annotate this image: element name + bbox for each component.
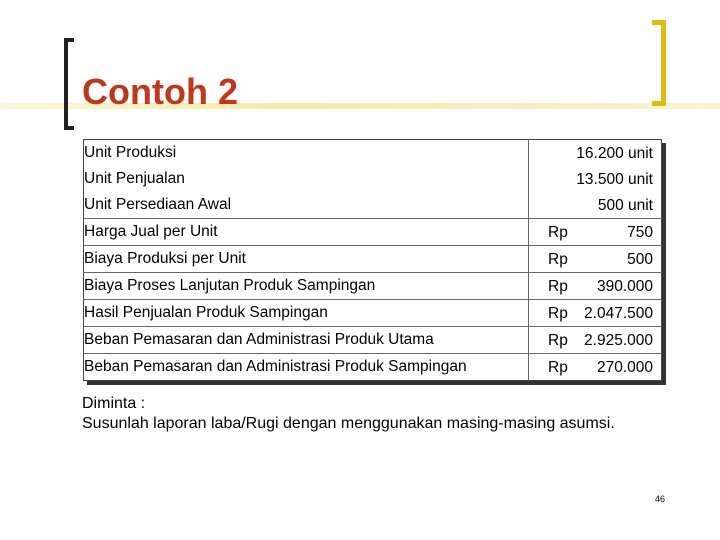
left-bracket-decoration bbox=[64, 38, 74, 130]
row-label: Unit Persediaan Awal bbox=[84, 192, 529, 219]
row-value: 500 bbox=[627, 251, 653, 268]
row-value-cell bbox=[529, 140, 662, 167]
note-body: Susunlah laporan laba/Rugi dengan menggunakan masing-masing asumsi. bbox=[82, 415, 615, 432]
row-value-cell bbox=[529, 192, 662, 219]
row-label: Hasil Penjualan Produk Sampingan bbox=[84, 300, 529, 327]
table-row bbox=[84, 300, 662, 327]
row-value-cell bbox=[529, 354, 662, 381]
row-value: 2.047.500 bbox=[584, 305, 653, 322]
table-row bbox=[84, 219, 662, 246]
row-value: 13.500 unit bbox=[576, 171, 653, 188]
table-row bbox=[84, 166, 662, 192]
row-value: 390.000 bbox=[596, 278, 653, 295]
row-currency: Rp bbox=[548, 224, 568, 241]
note-heading: Diminta : bbox=[82, 395, 146, 412]
row-currency: Rp bbox=[548, 305, 568, 322]
table-row bbox=[84, 246, 662, 273]
row-value-cell bbox=[529, 273, 662, 300]
right-bracket-decoration bbox=[652, 20, 666, 106]
row-value: 750 bbox=[627, 224, 653, 241]
row-label: Biaya Produksi per Unit bbox=[84, 246, 529, 273]
row-value-cell bbox=[529, 219, 662, 246]
row-label: Harga Jual per Unit bbox=[84, 219, 529, 246]
instruction-note bbox=[82, 394, 642, 434]
row-label: Beban Pemasaran dan Administrasi Produk Sampingan bbox=[84, 354, 529, 381]
row-label: Biaya Proses Lanjutan Produk Sampingan bbox=[84, 273, 529, 300]
data-table bbox=[83, 139, 662, 381]
table-row bbox=[84, 354, 662, 381]
row-value-cell bbox=[529, 246, 662, 273]
row-label: Unit Produksi bbox=[84, 140, 529, 167]
table-row bbox=[84, 273, 662, 300]
row-label: Beban Pemasaran dan Administrasi Produk Utama bbox=[84, 327, 529, 354]
row-currency: Rp bbox=[548, 278, 568, 295]
row-value: 270.000 bbox=[596, 359, 653, 376]
row-value: 16.200 unit bbox=[576, 145, 653, 162]
page-number: 46 bbox=[655, 494, 666, 504]
row-currency: Rp bbox=[548, 332, 568, 349]
table-row bbox=[84, 140, 662, 167]
table-row bbox=[84, 327, 662, 354]
row-value-cell bbox=[529, 166, 662, 192]
row-value-cell bbox=[529, 327, 662, 354]
row-currency: Rp bbox=[548, 359, 568, 376]
row-currency: Rp bbox=[548, 251, 568, 268]
slide-title: Contoh 2 bbox=[82, 71, 238, 112]
row-value: 2.925.000 bbox=[584, 332, 653, 349]
table-row bbox=[84, 192, 662, 219]
row-label: Unit Penjualan bbox=[84, 166, 529, 192]
row-value: 500 unit bbox=[597, 197, 653, 214]
row-value-cell bbox=[529, 300, 662, 327]
